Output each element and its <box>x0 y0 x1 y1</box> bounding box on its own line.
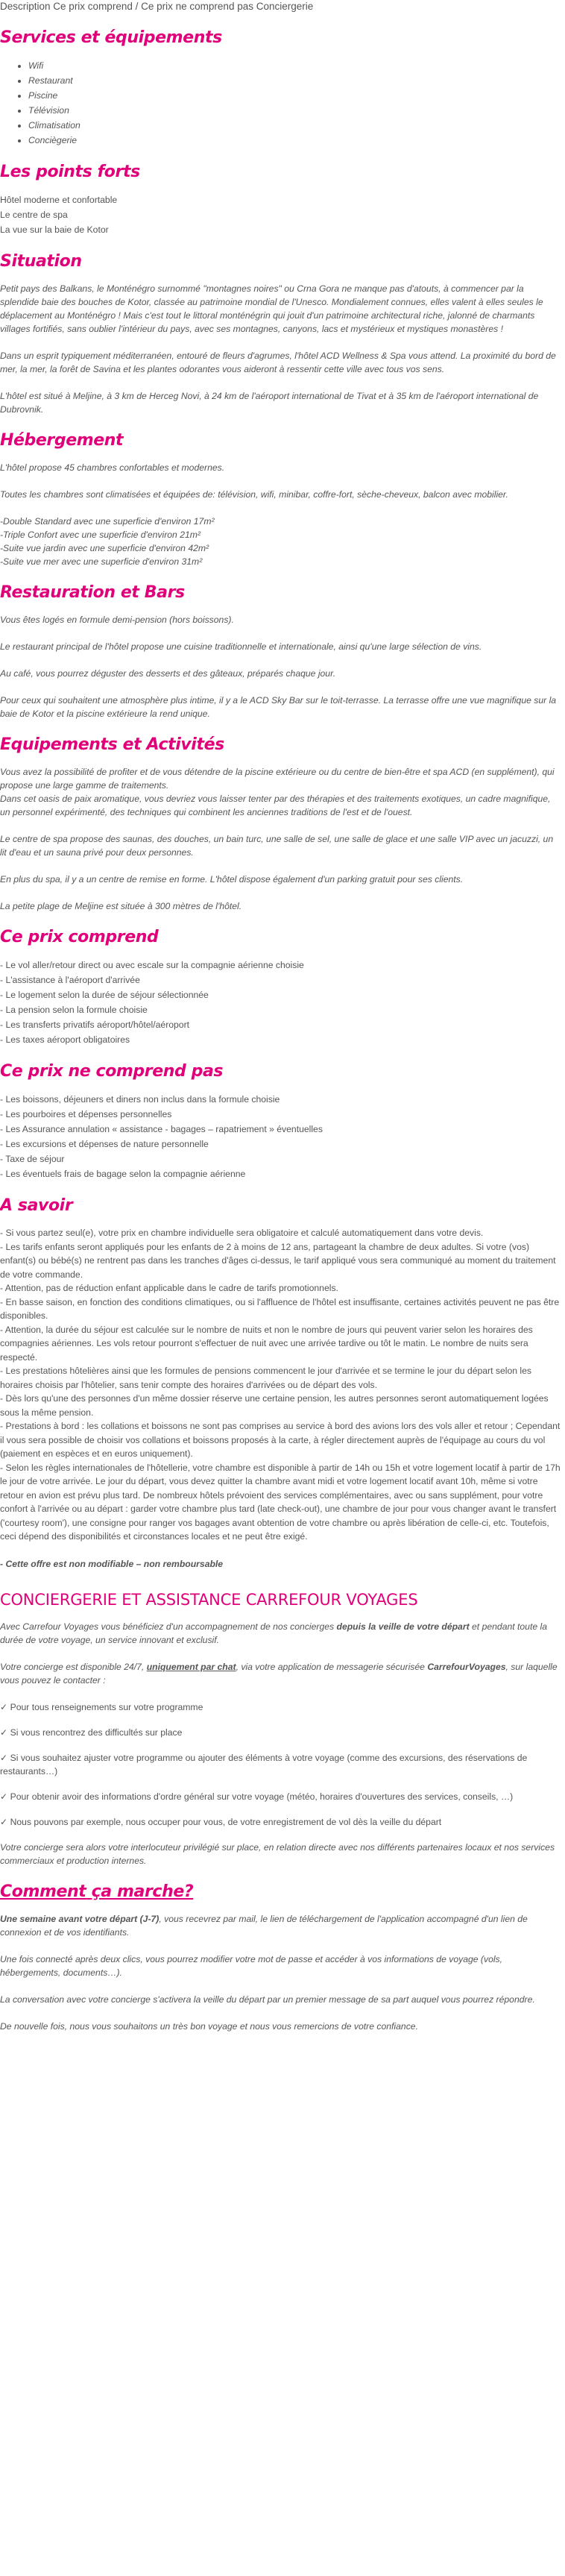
tab-conciergerie[interactable]: Conciergerie <box>256 1 314 12</box>
comment-paragraph: De nouvelle fois, nous vous souhaitons un très bon voyage et nous vous remercions de votre confiance. <box>0 2020 418 2032</box>
restauration-paragraph: Au café, vous pourrez déguster des desserts et des gâteaux, préparés chaque jour. <box>0 668 336 679</box>
hebergement-paragraph: L'hôtel propose 45 chambres confortables et modernes. <box>0 462 225 473</box>
a-savoir-item: - Attention, pas de réduction enfant applicable dans le cadre de tarifs promotionnels. <box>0 1283 338 1293</box>
situation-paragraph: Petit pays des Balkans, le Monténégro surnommé "montagnes noires" ou Crna Gora ne manque pas d'atouts, à commencer par la splendide baie des bouches de Kotor, classée au patrimoine mondial de l'Unesco. Mondialement connues, elles valent à elles seules le déplacement au Monténégro ! Mais c'est tout le littoral monténégrin qui jouit d'un patrimoine architectural riche, jalonné de charmants villages fortifiés, sans oublier l'intérieur du pays, avec ses montagnes, canyons, lacs et mystérieux et mystiques monastères ! <box>0 283 543 334</box>
prix-ne-comprend-heading: Ce prix ne comprend pas <box>0 1062 224 1081</box>
equipements-paragraph <box>0 765 561 819</box>
point-fort-item: Hôtel moderne et confortable <box>0 195 118 205</box>
prix-comprend-item: - Les transferts privatifs aéroport/hôtel/aéroport <box>0 1020 190 1030</box>
point-fort-item: Le centre de spa <box>0 210 68 220</box>
comment-paragraph <box>0 1912 561 1939</box>
conciergerie-intro-text: Avec Carrefour Voyages vous bénéficiez d'un accompagnement de nos concierges <box>0 1621 337 1632</box>
room-item: -Suite vue mer avec une superficie d'environ 31m² <box>0 556 203 567</box>
service-item: • Piscine <box>28 88 561 103</box>
check-item: ✓ Pour tous renseignements sur votre programme <box>0 1701 203 1712</box>
prix-ne-comprend-item: - Les excursions et dépenses de nature personnelle <box>0 1139 209 1149</box>
equipements-paragraph: Le centre de spa propose des saunas, des douches, un bain turc, une salle de sel, une salle de glace et une salle VIP avec un jacuzzi, un lit d'eau et un sauna privé pour deux personnes. <box>0 834 554 858</box>
services-list <box>0 58 561 148</box>
check-item: ✓ Si vous souhaitez ajuster votre programme ou ajouter des éléments à votre voyage (comme des excursions, des réservations de restaurants…) <box>0 1752 528 1777</box>
tab-bar <box>0 0 561 13</box>
a-savoir-item: - Dès lors qu'une des personnes d'un même dossier réserve une certaine pension, les autres personnes seront automatiquement logées sous la même pension. <box>0 1393 549 1418</box>
prix-ne-comprend-item: - Les boissons, déjeuners et diners non inclus dans la formule choisie <box>0 1094 280 1105</box>
equipements-heading: Equipements et Activités <box>0 735 224 754</box>
prix-ne-comprend-item: - Taxe de séjour <box>0 1154 65 1164</box>
points-forts-heading: Les points forts <box>0 163 140 181</box>
room-item: -Triple Confort avec une superficie d'environ 21m² <box>0 530 201 540</box>
availability-text: Votre concierge est disponible 24/7, <box>0 1661 147 1672</box>
room-item: -Double Standard avec une superficie d'environ 17m² <box>0 516 215 527</box>
comment-paragraph: Une fois connecté après deux clics, vous pourrez modifier votre mot de passe et accéder à vos informations de voyage (vols, hébergements, documents…). <box>0 1953 503 1978</box>
tab-ce-prix-comprend[interactable]: Ce prix comprend <box>53 1 133 12</box>
situation-paragraph: L'hôtel est situé à Meljine, à 3 km de Herceg Novi, à 24 km de l'aéroport international de Tivat et à 35 km de l'aéroport international de Dubrovnik. <box>0 391 539 415</box>
situation-section <box>0 252 561 416</box>
situation-paragraph: Dans un esprit typiquement méditerranéen, entouré de fleurs d'agrumes, l'hôtel ACD Wellness & Spa vous attend. La proximité du bord de mer, la mer, la forêt de Savina et les plantes odorantes vous aideront à ressentir cette ville avec tous vos sens. <box>0 351 556 374</box>
a-savoir-item: - Prestations à bord : les collations et boissons ne sont pas comprises au service à bord des avions lors des vols aller et retour ; Cependant il vous sera possible de choisir vos collations et boissons proposés à la carte, à régler directement auprès de l'équipage au cours du vol (paiement en espèces et en euros uniquement). <box>0 1421 561 1459</box>
prix-ne-comprend-list <box>0 1092 561 1181</box>
situation-heading: Situation <box>0 252 82 271</box>
a-savoir-list <box>0 1226 561 1544</box>
a-savoir-item: - Si vous partez seul(e), votre prix en chambre individuelle sera obligatoire et calculé automatiquement dans votre devis. <box>0 1228 484 1238</box>
comment-section <box>0 1882 561 2033</box>
conciergerie-intro <box>0 1620 561 1647</box>
a-savoir-section <box>0 1196 561 1571</box>
prix-comprend-item: - Les taxes aéroport obligatoires <box>0 1034 130 1045</box>
points-forts-list <box>0 192 561 237</box>
tab-ce-prix-ne-comprend-pas[interactable]: Ce prix ne comprend pas <box>141 1 253 12</box>
comment-heading: Comment ça marche? <box>0 1882 194 1901</box>
prix-ne-comprend-item: - Les pourboires et dépenses personnelles <box>0 1109 172 1119</box>
prix-ne-comprend-item: - Les éventuels frais de bagage selon la compagnie aérienne <box>0 1169 246 1179</box>
prix-ne-comprend-section <box>0 1062 561 1181</box>
prix-comprend-item: - Le logement selon la durée de séjour sélectionnée <box>0 990 209 1000</box>
restauration-paragraph: Pour ceux qui souhaitent une atmosphère plus intime, il y a le ACD Sky Bar sur le toit-terrasse. La terrasse offre une vue magnifique sur la baie de Kotor et la piscine extérieure la rend unique. <box>0 695 557 719</box>
restauration-heading: Restauration et Bars <box>0 583 185 602</box>
comment-text: , vous recevrez par mail, le lien de téléchargement de l'application accompagné d'un lien de connexion et de vos identifiants. <box>0 1913 528 1938</box>
conciergerie-intro-text: et pendant toute la durée de votre voyage, un service innovant et exclusif. <box>0 1621 547 1645</box>
service-item: • Télévision <box>28 103 561 118</box>
service-item: • Wifi <box>28 58 561 73</box>
service-item: • Climatisation <box>28 118 561 133</box>
equipements-paragraph: La petite plage de Meljine est située à 300 mètres de l'hôtel. <box>0 901 242 911</box>
equipements-text: Vous avez la possibilité de profiter et de vous détendre de la piscine extérieure ou du centre de bien-être et spa ACD (en supplément), qui propose une large gamme de traitements. <box>0 767 555 791</box>
equipements-text: Dans cet oasis de paix aromatique, vous devriez vous laisser tenter par des thérapies et des traitements exotiques, un cadre magnifique, un personnel expérimenté, des techniques qui combinent les anciennes traditions de l'est et de l'ouest. <box>0 794 551 817</box>
service-item: • Restaurant <box>28 73 561 88</box>
a-savoir-heading: A savoir <box>0 1196 73 1215</box>
conciergerie-checklist <box>0 1700 561 1829</box>
prix-comprend-item: - La pension selon la formule choisie <box>0 1005 148 1015</box>
point-fort-item: La vue sur la baie de Kotor <box>0 224 109 235</box>
equipements-paragraph: En plus du spa, il y a un centre de remise en forme. L'hôtel dispose également d'un parking gratuit pour ses clients. <box>0 874 464 885</box>
conciergerie-section <box>0 1590 561 1867</box>
availability-text: , via votre application de messagerie sécurisée <box>236 1661 428 1672</box>
availability-bold: uniquement par chat <box>146 1661 236 1672</box>
room-item: -Suite vue jardin avec une superficie d'environ 42m² <box>0 543 209 553</box>
a-savoir-item: - En basse saison, en fonction des conditions climatiques, ou si l'affluence de l'hôtel est insuffisante, certaines activités peuvent ne pas être disponibles. <box>0 1296 560 1321</box>
prix-comprend-item: - L'assistance à l'aéroport d'arrivée <box>0 975 140 985</box>
a-savoir-item: - Les prestations hôtelières ainsi que les formules de pensions commencent le jour d'arrivée et se termine le jour du départ selon les horaires choisis par l'hôtelier, sans tenir compte des horaires d'arrivées ou de départ des vols. <box>0 1366 531 1390</box>
prix-comprend-item: - Le vol aller/retour direct ou avec escale sur la compagnie aérienne choisie <box>0 960 304 970</box>
prix-comprend-list <box>0 958 561 1047</box>
tab-separator: / <box>135 1 139 12</box>
points-forts-section <box>0 163 561 237</box>
conciergerie-availability <box>0 1660 561 1687</box>
check-item: ✓ Nous pouvons par exemple, nous occuper pour vous, de votre enregistrement de vol dès la veille du départ <box>0 1816 442 1827</box>
prix-ne-comprend-item: - Les Assurance annulation « assistance - bagages – rapatriement » éventuelles <box>0 1124 323 1134</box>
availability-text: , sur laquelle vous pouvez le contacter : <box>0 1661 558 1686</box>
prix-comprend-section <box>0 928 561 1047</box>
a-savoir-item: - Attention, la durée du séjour est calculée sur le nombre de nuits et non le nombre de jours qui peuvent varier selon les horaires des compagnies aériennes. Les vols retour pourront s'effectuer de nuit avec une arrivée tardive ou tôt le matin. Le nombre de nuits sera respecté. <box>0 1324 533 1363</box>
tab-description[interactable]: Description <box>0 1 51 12</box>
a-savoir-item: - Les tarifs enfants seront appliqués pour les enfants de 2 à moins de 12 ans, partageant la chambre de deux adultes. Si votre (vos) enfant(s) ou bébé(s) ne rentrent pas dans les tranches d'âges ci-dessus, le tarif appliqué vous sera communiqué au moment du traitement de votre commande. <box>0 1241 556 1280</box>
prix-comprend-heading: Ce prix comprend <box>0 928 159 946</box>
services-section <box>0 28 561 148</box>
check-item: ✓ Si vous rencontrez des difficultés sur place <box>0 1727 183 1738</box>
equipements-section <box>0 735 561 913</box>
restauration-paragraph: Le restaurant principal de l'hôtel propose une cuisine traditionnelle et internationale, ainsi qu'une large sélection de vins. <box>0 641 482 652</box>
availability-brand: CarrefourVoyages <box>427 1661 506 1672</box>
non-refundable-note: - Cette offre est non modifiable – non remboursable <box>0 1558 224 1569</box>
conciergerie-heading: CONCIERGERIE ET ASSISTANCE CARREFOUR VOYAGES <box>0 1590 418 1609</box>
service-item: • Conciègerie <box>28 133 561 148</box>
hebergement-heading: Hébergement <box>0 431 124 450</box>
a-savoir-item: - Selon les règles internationales de l'hôtellerie, votre chambre est disponible à partir de 14h ou 15h et votre logement locatif à partir de 17h le jour de votre arrivée. Le jour du départ, vous devez quitter la chambre avant midi et votre logement locatif avant 10h, même si votre retour en avion est prévu plus tard. De nombreux hôtels prévoient des services complémentaires, avec ou sans supplément, pour votre confort à l'arrivée ou au départ : garder votre chambre plus tard (late check-out), une chambre de jour pour vous changer avant le transfert ('courtesy room'), une consigne pour ranger vos bagages avant obtention de votre chambre ou après libération de celle-ci, etc. Toutefois, ceci dépend des disponibilités et circonstances locales et ne peut être exigé. <box>0 1462 561 1542</box>
conciergerie-intro-bold: depuis la veille de votre départ <box>336 1621 470 1632</box>
hebergement-paragraph: Toutes les chambres sont climatisées et équipées de: télévision, wifi, minibar, coffre-fort, sèche-cheveux, balcon avec mobilier. <box>0 489 508 500</box>
restauration-section <box>0 583 561 720</box>
check-item: ✓ Pour obtenir avoir des informations d'ordre général sur votre voyage (météo, horaires d'ouvertures des services, conseils, …) <box>0 1791 514 1802</box>
restauration-paragraph: Vous êtes logés en formule demi-pension (hors boissons). <box>0 615 234 625</box>
hebergement-section <box>0 431 561 568</box>
conciergerie-outro: Votre concierge sera alors votre interlocuteur privilégié sur place, en relation directe avec nos différents partenaires locaux et nos services commerciaux et production internes. <box>0 1841 555 1866</box>
comment-paragraph: La conversation avec votre concierge s'activera la veille du départ par un premier message de sa part auquel vous pourrez répondre. <box>0 1994 535 2005</box>
room-list <box>0 515 561 568</box>
comment-bold: Une semaine avant votre départ (J-7) <box>0 1913 160 1924</box>
services-heading: Services et équipements <box>0 28 222 47</box>
